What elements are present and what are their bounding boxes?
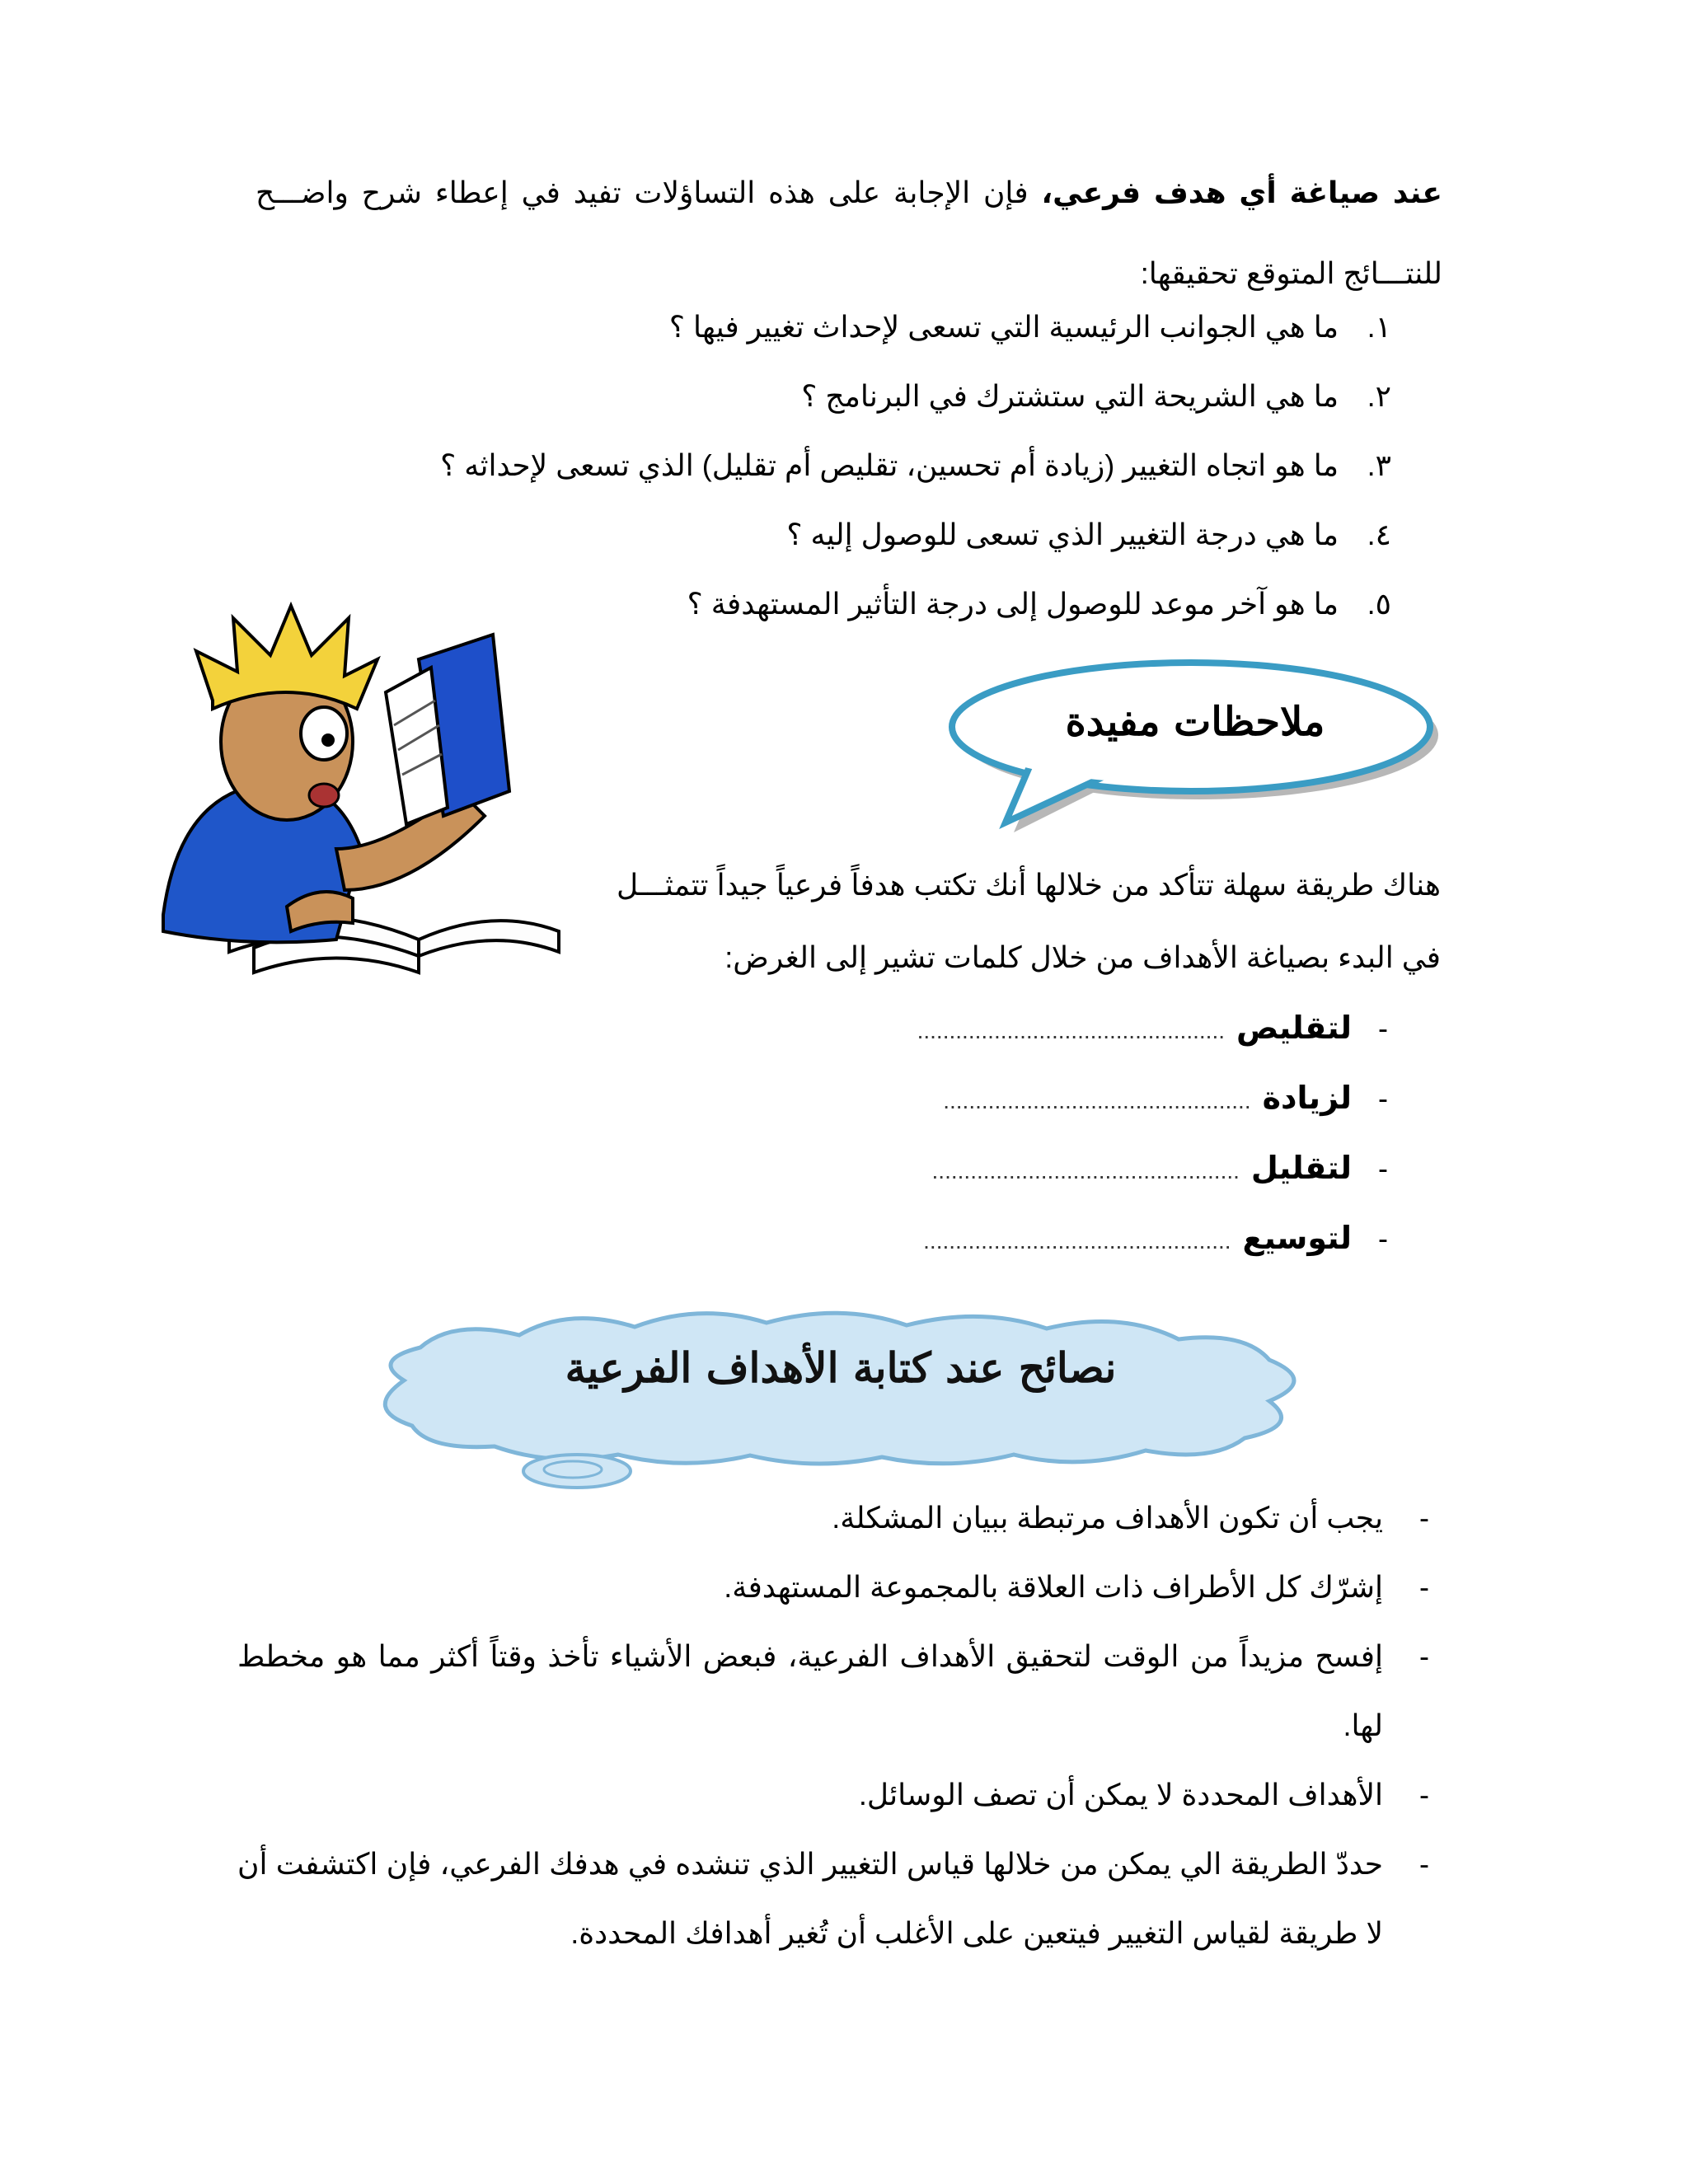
fill-in-dots: ................................................ [943, 1088, 1251, 1113]
question-item [320, 431, 1391, 500]
tips-list [237, 1483, 1441, 1968]
reading-boy-illustration [147, 602, 608, 997]
list-dash: - [1419, 1501, 1429, 1535]
keyword-item [658, 1203, 1400, 1273]
tips-cloud-title: نصائح عند كتابة الأهداف الفرعية [565, 1343, 1117, 1392]
question-text: ما هي الجوانب الرئيسية التي تسعى لإحداث تغيير فيها ؟ [668, 310, 1339, 344]
fill-in-dots: ................................................ [917, 1018, 1225, 1043]
tips-cloud-banner [354, 1302, 1327, 1500]
question-item [320, 500, 1391, 569]
question-text: ما هي درجة التغيير الذي تسعى للوصول إليه ؟ [786, 518, 1339, 551]
tip-item [237, 1830, 1441, 1968]
fill-in-dots: ................................................ [931, 1158, 1240, 1183]
list-dash: - [1378, 1221, 1388, 1255]
intro-paragraph [256, 152, 1442, 314]
keyword-word: لتقليص [1236, 1011, 1352, 1046]
fill-in-dots: ................................................ [923, 1228, 1231, 1254]
tip-text: حددّ الطريقة الي يمكن من خلالها قياس التغيير الذي تنشده في هدفك الفرعي، فإن اكتشفت أن لا طريقة لقياس التغيير فيتعين على الأغلب أن تُغير أهدافك المحددة. [237, 1847, 1383, 1950]
tip-text: إشرّك كل الأطراف ذات العلاقة بالمجموعة المستهدفة. [724, 1570, 1383, 1604]
question-number: ١. [1367, 310, 1391, 344]
intro-text: فإن الإجابة على هذه التساؤلات تفيد في إعطاء شرح واضـــح للنتـــائج المتوقع تحقيقها: [256, 176, 1442, 290]
keyword-item [658, 1063, 1400, 1133]
question-number: ٢. [1367, 379, 1391, 413]
list-dash: - [1419, 1570, 1429, 1604]
question-number: ٤. [1367, 518, 1391, 551]
questions-list [320, 293, 1391, 639]
keyword-word: لتقليل [1250, 1151, 1352, 1186]
keyword-word: لتوسيع [1242, 1221, 1352, 1256]
list-dash: - [1378, 1151, 1388, 1185]
purpose-keywords-list [658, 993, 1400, 1273]
list-dash: - [1419, 1639, 1429, 1673]
question-text: ما هو اتجاه التغيير (زيادة أم تحسين، تقليص أم تقليل) الذي تسعى لإحداثه ؟ [440, 448, 1339, 482]
keyword-item [658, 1133, 1400, 1203]
tip-item [237, 1483, 1441, 1553]
question-number: ٣. [1367, 448, 1391, 482]
keyword-word: لزيادة [1262, 1081, 1352, 1116]
tip-intro-paragraph: هناك طريقة سهلة تتأكد من خلالها أنك تكتب هدفاً فرعياً جيداً تتمثـــل في البدء بصياغة الأهداف من خلال كلمات تشير إلى الغرض: [617, 868, 1441, 974]
keyword-item [658, 993, 1400, 1063]
list-dash: - [1378, 1081, 1388, 1115]
question-number: ٥. [1367, 587, 1391, 621]
tip-text: الأهداف المحددة لا يمكن أن تصف الوسائل. [858, 1778, 1383, 1811]
tip-item [237, 1553, 1441, 1622]
tip-text: يجب أن تكون الأهداف مرتبطة ببيان المشكلة. [832, 1501, 1383, 1535]
tip-item [237, 1760, 1441, 1830]
notes-speech-bubble [940, 659, 1451, 857]
list-dash: - [1419, 1778, 1429, 1811]
question-item [320, 293, 1391, 362]
intro-bold-lead: عند صياغة أي هدف فرعي، [1041, 176, 1443, 209]
list-dash: - [1378, 1011, 1388, 1045]
question-text: ما هو آخر موعد للوصول إلى درجة التأثير المستهدفة ؟ [687, 587, 1339, 621]
tip-text: إفسح مزيداً من الوقت لتحقيق الأهداف الفرعية، فبعض الأشياء تأخذ وقتاً أكثر مما هو مخطط لها. [237, 1639, 1383, 1742]
list-dash: - [1419, 1847, 1429, 1881]
question-text: ما هي الشريحة التي ستشترك في البرنامج ؟ [801, 379, 1339, 413]
notes-bubble-title: ملاحظات مفيدة [1065, 699, 1325, 745]
question-item [320, 362, 1391, 431]
tip-item [237, 1622, 1441, 1760]
